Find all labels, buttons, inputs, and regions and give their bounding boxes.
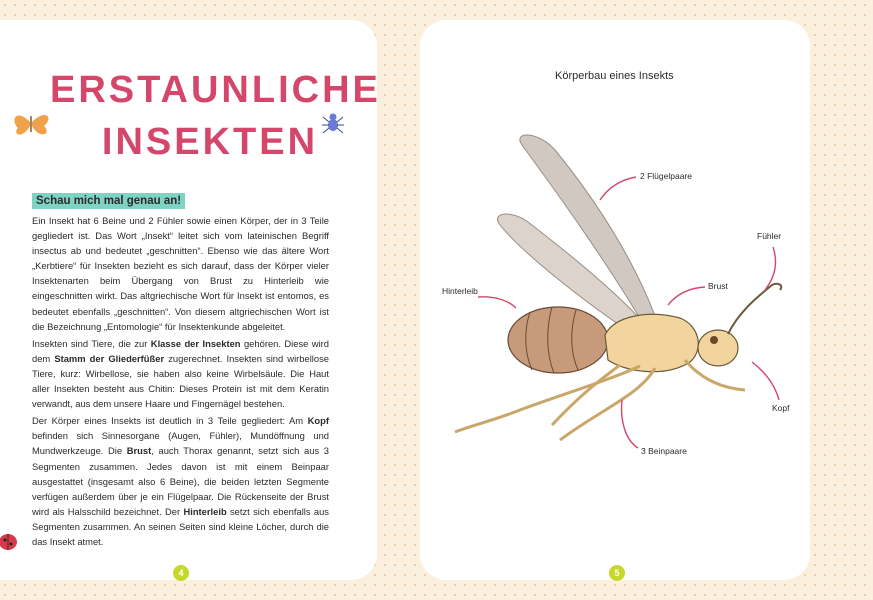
page-title-line-2: INSEKTEN (101, 121, 319, 163)
leg-middle-2 (455, 366, 640, 432)
label-head: Kopf (772, 403, 790, 413)
bold-term: Kopf (307, 415, 329, 427)
highlight-heading: Schau mich mal genau an! (32, 193, 185, 209)
label-legs: 3 Beinpaare (641, 446, 687, 456)
label-antennae: Fühler (757, 231, 782, 241)
text-run: befinden sich Sinnesorgane (Augen, Fühler), Mundöffnung und Mundwerkzeuge. Die (32, 430, 329, 457)
text-run: gehören. Diese wird dem (32, 337, 329, 364)
label-thorax: Brust (708, 281, 728, 291)
thorax-shape (605, 314, 698, 371)
page-title-line-1: ERSTAUNLICHE (50, 69, 381, 111)
label-wings: 2 Flügelpaare (640, 171, 692, 181)
bold-term: Stamm der Gliederfüßer (54, 352, 165, 364)
antenna (728, 284, 781, 334)
bold-term: Hinterleib (183, 505, 227, 517)
bold-term: Brust (126, 445, 152, 457)
bold-term: Klasse der Insekten (150, 337, 241, 349)
text-run: Der Körper eines Insekts ist deutlich in 3 Teile gegliedert: Am (32, 415, 308, 427)
text-run: setzt sich ebenfalls aus Segmenten zusammen. An seinen Seiten sind kleine Löcher, durch die das Insekt atmet. (32, 505, 329, 547)
text-run: zugerechnet. Insekten sind wirbellose Tiere, kurz: Wirbellose, sie haben also keine Wirbelsäule. Die Haut aller Insekten besteht aus Chitin: Dieses Protein ist mit dem Keratin verwandt, aus dem unsere Haare und Fingernägel bestehen. (32, 352, 329, 410)
paragraph-1: Ein Insekt hat 6 Beine und 2 Fühler sowie einen Körper, der in 3 Teile gegliedert ist. Das Wort „Insekt“ leitet sich vom lateinischen Begriff insectus ab und bedeutet „geschnitten“. Ebenso wie das ältere Wort „Kerbtiere“ für Insekten bezieht es sich darauf, dass der Körper vieler Insektenarten beim Übergang von Brust zu Hinterleib wie eingeschnitten wirkt. Das altgriechische Wort für Insekt ist entomos, es bedeutet ebenfalls „geschnitten“. Von diesem altgriechischen Wort ist die Bezeichnung „Entomologie“ für Insektenkunde abgeleitet. (32, 215, 329, 332)
page-number-right: 5 (609, 565, 625, 581)
page-number-left: 4 (173, 565, 189, 581)
head-shape (698, 330, 738, 366)
abdomen-shape (508, 307, 608, 373)
diagram-title: Körperbau eines Insekts (555, 70, 674, 82)
text-run: , auch Thorax genannt, setzt sich aus 3 Segmenten zusammen. Jedes davon ist mit einem Beinpaar ausgestattet (insgesamt also 6 Beine), die beiden letzten Segmente verfügen außerdem über je ein Flügelpaar. Die Rückenseite der Brust wird als Halsschild bezeichnet. Der (32, 445, 330, 517)
label-abdomen: Hinterleib (442, 286, 478, 296)
text-run: Insekten sind Tiere, die zur (32, 337, 151, 349)
